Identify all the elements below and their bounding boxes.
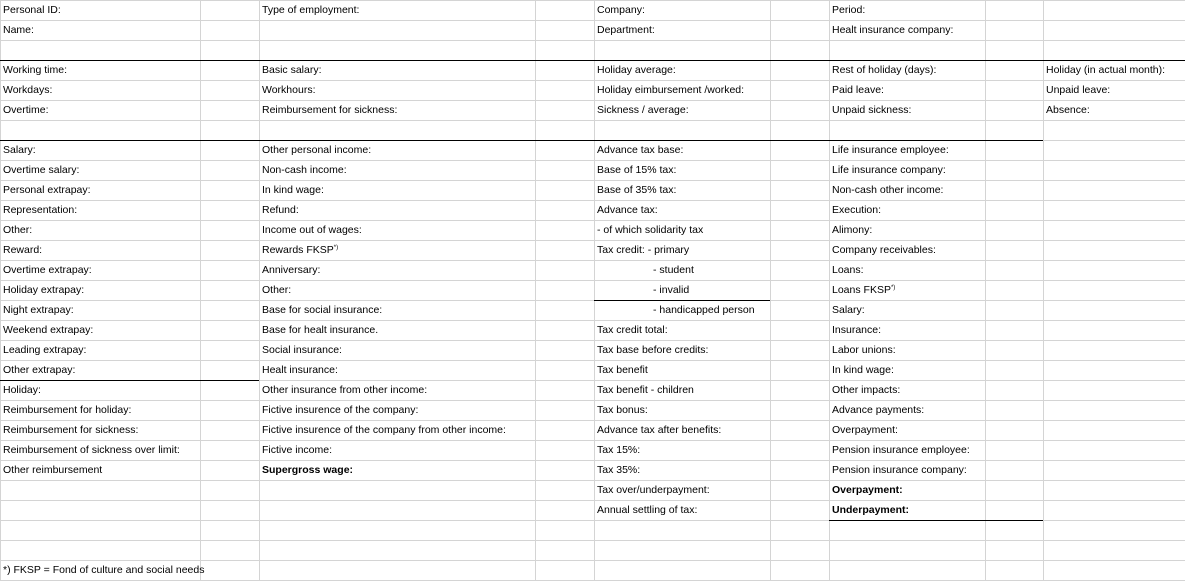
gridline-h — [0, 460, 1185, 461]
deduction-item — [829, 260, 864, 280]
attendance-col1-item — [0, 80, 52, 100]
deduction-item-text: In kind wage: — [832, 364, 894, 376]
deduction-item-text: Loans FKSP — [832, 284, 891, 296]
tax-item-text: Advance tax: — [597, 204, 658, 216]
attendance-col5-item — [1043, 100, 1090, 120]
tax-item — [594, 340, 708, 360]
tax-item — [650, 300, 755, 320]
deduction-item — [829, 380, 900, 400]
attendance-col4-item-text: Unpaid sickness: — [832, 104, 912, 116]
wage-item-text: Weekend extrapay: — [3, 324, 94, 336]
tax-item-text: Tax over/underpayment: — [597, 484, 710, 496]
footnote-text: *) FKSP = Fond of culture and social needs — [3, 564, 205, 576]
attendance-col1-item-text: Workdays: — [3, 84, 53, 96]
gridline-h — [0, 320, 1185, 321]
tax-item-text: Tax base before credits: — [597, 344, 709, 356]
income-item-text: Other personal income: — [262, 144, 372, 156]
deduction-item — [829, 240, 936, 260]
personal-id-label-text: Personal ID: — [3, 4, 61, 16]
attendance-col5-item-text: Holiday (in actual month): — [1046, 64, 1166, 76]
attendance-col5-item-text: Unpaid leave: — [1046, 84, 1111, 96]
tax-item-text: - invalid — [653, 284, 690, 296]
wage-item-text: Overtime salary: — [3, 164, 80, 176]
gridline-h — [0, 240, 1185, 241]
income-item — [259, 160, 347, 180]
attendance-col1-item — [0, 100, 49, 120]
attendance-col2-item — [259, 100, 397, 120]
attendance-col1-item-text: Working time: — [3, 64, 67, 76]
tax-item — [594, 380, 694, 400]
tax-item — [594, 420, 721, 440]
deduction-item — [829, 440, 970, 460]
deduction-item-text: Life insurance employee: — [832, 144, 949, 156]
attendance-col3-item-text: Holiday eimbursement /worked: — [597, 84, 745, 96]
gridline-h — [0, 200, 1185, 201]
wage-item — [0, 220, 32, 240]
deduction-item — [829, 400, 924, 420]
deduction-item — [829, 140, 949, 160]
income-item-text: Income out of wages: — [262, 224, 362, 236]
tax-item-text: Tax 35%: — [597, 464, 641, 476]
income-item — [259, 360, 338, 380]
income-item — [259, 200, 299, 220]
wage-item — [0, 460, 102, 480]
income-item — [259, 220, 362, 240]
wage-item-text: Other: — [3, 224, 33, 236]
gridline-h — [0, 260, 1185, 261]
deduction-item — [829, 340, 896, 360]
wage-item — [0, 160, 79, 180]
tax-item — [594, 440, 640, 460]
gridline-h — [0, 300, 1185, 301]
tax-item-text: Base of 15% tax: — [597, 164, 677, 176]
income-item-text: Social insurance: — [262, 344, 342, 356]
name-label — [0, 20, 34, 40]
deduction-item — [829, 200, 881, 220]
attendance-col3-item — [594, 80, 744, 100]
income-item-text: Fictive insurence of the company: — [262, 404, 419, 416]
department-label-text: Department: — [597, 24, 655, 36]
gridline-h — [0, 0, 1185, 1]
name-label-text: Name: — [3, 24, 34, 36]
tax-item-text: - of which solidarity tax — [597, 224, 704, 236]
tax-item — [594, 320, 668, 340]
tax-item-text: Advance tax after benefits: — [597, 424, 722, 436]
deduction-item-text: Life insurance company: — [832, 164, 946, 176]
attendance-col2-item-text: Workhours: — [262, 84, 316, 96]
tax-item — [594, 160, 676, 180]
wage-item — [0, 380, 41, 400]
income-item — [259, 300, 382, 320]
income-item-text: Non-cash income: — [262, 164, 347, 176]
wage-item — [0, 140, 36, 160]
gridline-v — [770, 0, 771, 581]
attendance-col4-item — [829, 60, 936, 80]
attendance-col4-item — [829, 100, 911, 120]
footnote-mark: *) — [890, 285, 896, 291]
income-item-text: Fictive income: — [262, 444, 333, 456]
income-item-text: Base for healt insurance. — [262, 324, 379, 336]
income-item-text: In kind wage: — [262, 184, 324, 196]
attendance-col3-item-text: Holiday average: — [597, 64, 676, 76]
deduction-item-text: Pension insurance employee: — [832, 444, 970, 456]
deduction-item-text: Overpayment: — [832, 424, 898, 436]
wage-item-text: Overtime extrapay: — [3, 264, 92, 276]
wage-item — [0, 300, 74, 320]
income-item — [259, 420, 506, 440]
tax-item — [594, 180, 676, 200]
tax-item-text: Tax benefit — [597, 364, 648, 376]
gridline-h — [0, 160, 1185, 161]
tax-item-text: Advance tax base: — [597, 144, 684, 156]
gridline-h — [0, 280, 1185, 281]
wage-item-text: Reimbursement for sickness: — [3, 424, 139, 436]
attendance-col1-item-text: Overtime: — [3, 104, 49, 116]
tax-item-text: Annual settling of tax: — [597, 504, 698, 516]
gridline-h — [0, 40, 1185, 41]
wage-item-text: Reward: — [3, 244, 43, 256]
attendance-col4-item — [829, 80, 884, 100]
deduction-item — [829, 460, 967, 480]
footnote-mark: *) — [333, 245, 339, 251]
section-border — [0, 60, 1185, 61]
attendance-col2-item-text: Reimbursement for sickness: — [262, 104, 398, 116]
gridline-h — [0, 100, 1185, 101]
attendance-col4-item-text: Rest of holiday (days): — [832, 64, 937, 76]
income-item-text: Fictive insurence of the company from other income: — [262, 424, 506, 436]
deduction-item-text: Underpayment: — [832, 504, 910, 516]
company-label — [594, 0, 645, 20]
gridline-h — [0, 540, 1185, 541]
department-label — [594, 20, 655, 40]
tax-item-text: - handicapped person — [653, 304, 755, 316]
gridline-h — [0, 20, 1185, 21]
attendance-col5-item-text: Absence: — [1046, 104, 1090, 116]
deduction-item-text: Advance payments: — [832, 404, 925, 416]
deduction-item-text: Labor unions: — [832, 344, 896, 356]
deduction-item — [829, 160, 946, 180]
tax-item — [594, 240, 689, 260]
company-label-text: Company: — [597, 4, 645, 16]
wage-item — [0, 340, 86, 360]
deduction-item — [829, 500, 909, 520]
health-insurance-company-label-text: Healt insurance company: — [832, 24, 954, 36]
wage-item — [0, 180, 91, 200]
tax-item — [594, 200, 658, 220]
income-item-text: Anniversary: — [262, 264, 321, 276]
deduction-item — [829, 300, 865, 320]
gridline-v — [200, 0, 201, 581]
tax-item — [594, 500, 697, 520]
deduction-item-text: Company receivables: — [832, 244, 936, 256]
gridline-h — [0, 500, 1185, 501]
income-item — [259, 340, 342, 360]
personal-id-label — [0, 0, 61, 20]
attendance-col3-item — [594, 60, 676, 80]
attendance-col5-item — [1043, 60, 1165, 80]
gridline-v — [985, 0, 986, 581]
wage-item-text: Holiday: — [3, 384, 41, 396]
deduction-item — [829, 180, 943, 200]
section-border — [829, 520, 1043, 521]
income-item — [259, 460, 353, 480]
footnote — [0, 560, 204, 580]
income-item — [259, 140, 371, 160]
income-item — [259, 240, 338, 260]
deduction-item — [829, 320, 881, 340]
gridline-h — [0, 220, 1185, 221]
wage-item — [0, 420, 138, 440]
income-item — [259, 400, 418, 420]
wage-item — [0, 360, 75, 380]
wage-item — [0, 280, 84, 300]
gridline-v — [535, 0, 536, 581]
tax-item-text: Tax credit total: — [597, 324, 668, 336]
deduction-item — [829, 420, 898, 440]
health-insurance-company-label — [829, 20, 953, 40]
wage-item — [0, 200, 77, 220]
attendance-col2-item — [259, 80, 316, 100]
tax-item-text: Tax bonus: — [597, 404, 648, 416]
income-item-text: Refund: — [262, 204, 299, 216]
attendance-col2-item-text: Basic salary: — [262, 64, 322, 76]
income-item — [259, 320, 378, 340]
attendance-col3-item-text: Sickness / average: — [597, 104, 689, 116]
tax-item — [594, 480, 710, 500]
income-item-text: Other insurance from other income: — [262, 384, 428, 396]
income-item — [259, 280, 291, 300]
wage-item-text: Personal extrapay: — [3, 184, 91, 196]
wage-item-text: Other reimbursement — [3, 464, 103, 476]
gridline-h — [0, 420, 1185, 421]
income-item-text: Base for social insurance: — [262, 304, 383, 316]
income-item-text: Other: — [262, 284, 292, 296]
wage-item-text: Reimbursement of sickness over limit: — [3, 444, 180, 456]
tax-item-text: Tax benefit - children — [597, 384, 694, 396]
tax-item — [594, 400, 648, 420]
tax-item — [594, 360, 648, 380]
income-item-text: Supergross wage: — [262, 464, 354, 476]
wage-item-text: Salary: — [3, 144, 36, 156]
tax-item-text: Tax credit: - primary — [597, 244, 690, 256]
income-item-text: Rewards FKSP — [262, 244, 334, 256]
deduction-item — [829, 280, 895, 300]
attendance-col1-item — [0, 60, 67, 80]
wage-item-text: Night extrapay: — [3, 304, 74, 316]
gridline-h — [0, 480, 1185, 481]
tax-item — [594, 140, 683, 160]
deduction-item-text: Non-cash other income: — [832, 184, 944, 196]
deduction-item-text: Pension insurance company: — [832, 464, 967, 476]
wage-item-text: Leading extrapay: — [3, 344, 87, 356]
tax-item — [650, 280, 689, 300]
tax-item — [650, 260, 694, 280]
wage-item — [0, 440, 180, 460]
wage-item — [0, 400, 131, 420]
tax-item — [594, 220, 703, 240]
attendance-col5-item — [1043, 80, 1110, 100]
wage-item-text: Other extrapay: — [3, 364, 76, 376]
wage-item-text: Representation: — [3, 204, 78, 216]
deduction-item — [829, 480, 903, 500]
deduction-item-text: Other impacts: — [832, 384, 901, 396]
tax-item-text: Base of 35% tax: — [597, 184, 677, 196]
deduction-item-text: Salary: — [832, 304, 865, 316]
income-item-text: Healt insurance: — [262, 364, 338, 376]
gridline-h — [0, 180, 1185, 181]
attendance-col4-item-text: Paid leave: — [832, 84, 884, 96]
wage-item-text: Holiday extrapay: — [3, 284, 85, 296]
type-of-employment-label-text: Type of employment: — [262, 4, 360, 16]
deduction-item — [829, 220, 872, 240]
gridline-h — [0, 340, 1185, 341]
tax-item-text: Tax 15%: — [597, 444, 641, 456]
tax-item-text: - student — [653, 264, 694, 276]
deduction-item-text: Overpayment: — [832, 484, 903, 496]
income-item — [259, 440, 332, 460]
wage-item — [0, 320, 93, 340]
attendance-col2-item — [259, 60, 322, 80]
deduction-item-text: Execution: — [832, 204, 882, 216]
period-label-text: Period: — [832, 4, 866, 16]
income-item — [259, 180, 324, 200]
gridline-h — [0, 80, 1185, 81]
tax-item — [594, 460, 640, 480]
wage-item — [0, 240, 42, 260]
wage-item-text: Reimbursement for holiday: — [3, 404, 132, 416]
deduction-item-text: Alimony: — [832, 224, 873, 236]
income-item — [259, 380, 427, 400]
attendance-col3-item — [594, 100, 689, 120]
wage-item — [0, 260, 92, 280]
income-item — [259, 260, 320, 280]
gridline-h — [0, 360, 1185, 361]
period-label — [829, 0, 865, 20]
deduction-item — [829, 360, 894, 380]
deduction-item-text: Insurance: — [832, 324, 882, 336]
type-of-employment-label — [259, 0, 359, 20]
gridline-h — [0, 120, 1185, 121]
deduction-item-text: Loans: — [832, 264, 864, 276]
gridline-h — [0, 400, 1185, 401]
